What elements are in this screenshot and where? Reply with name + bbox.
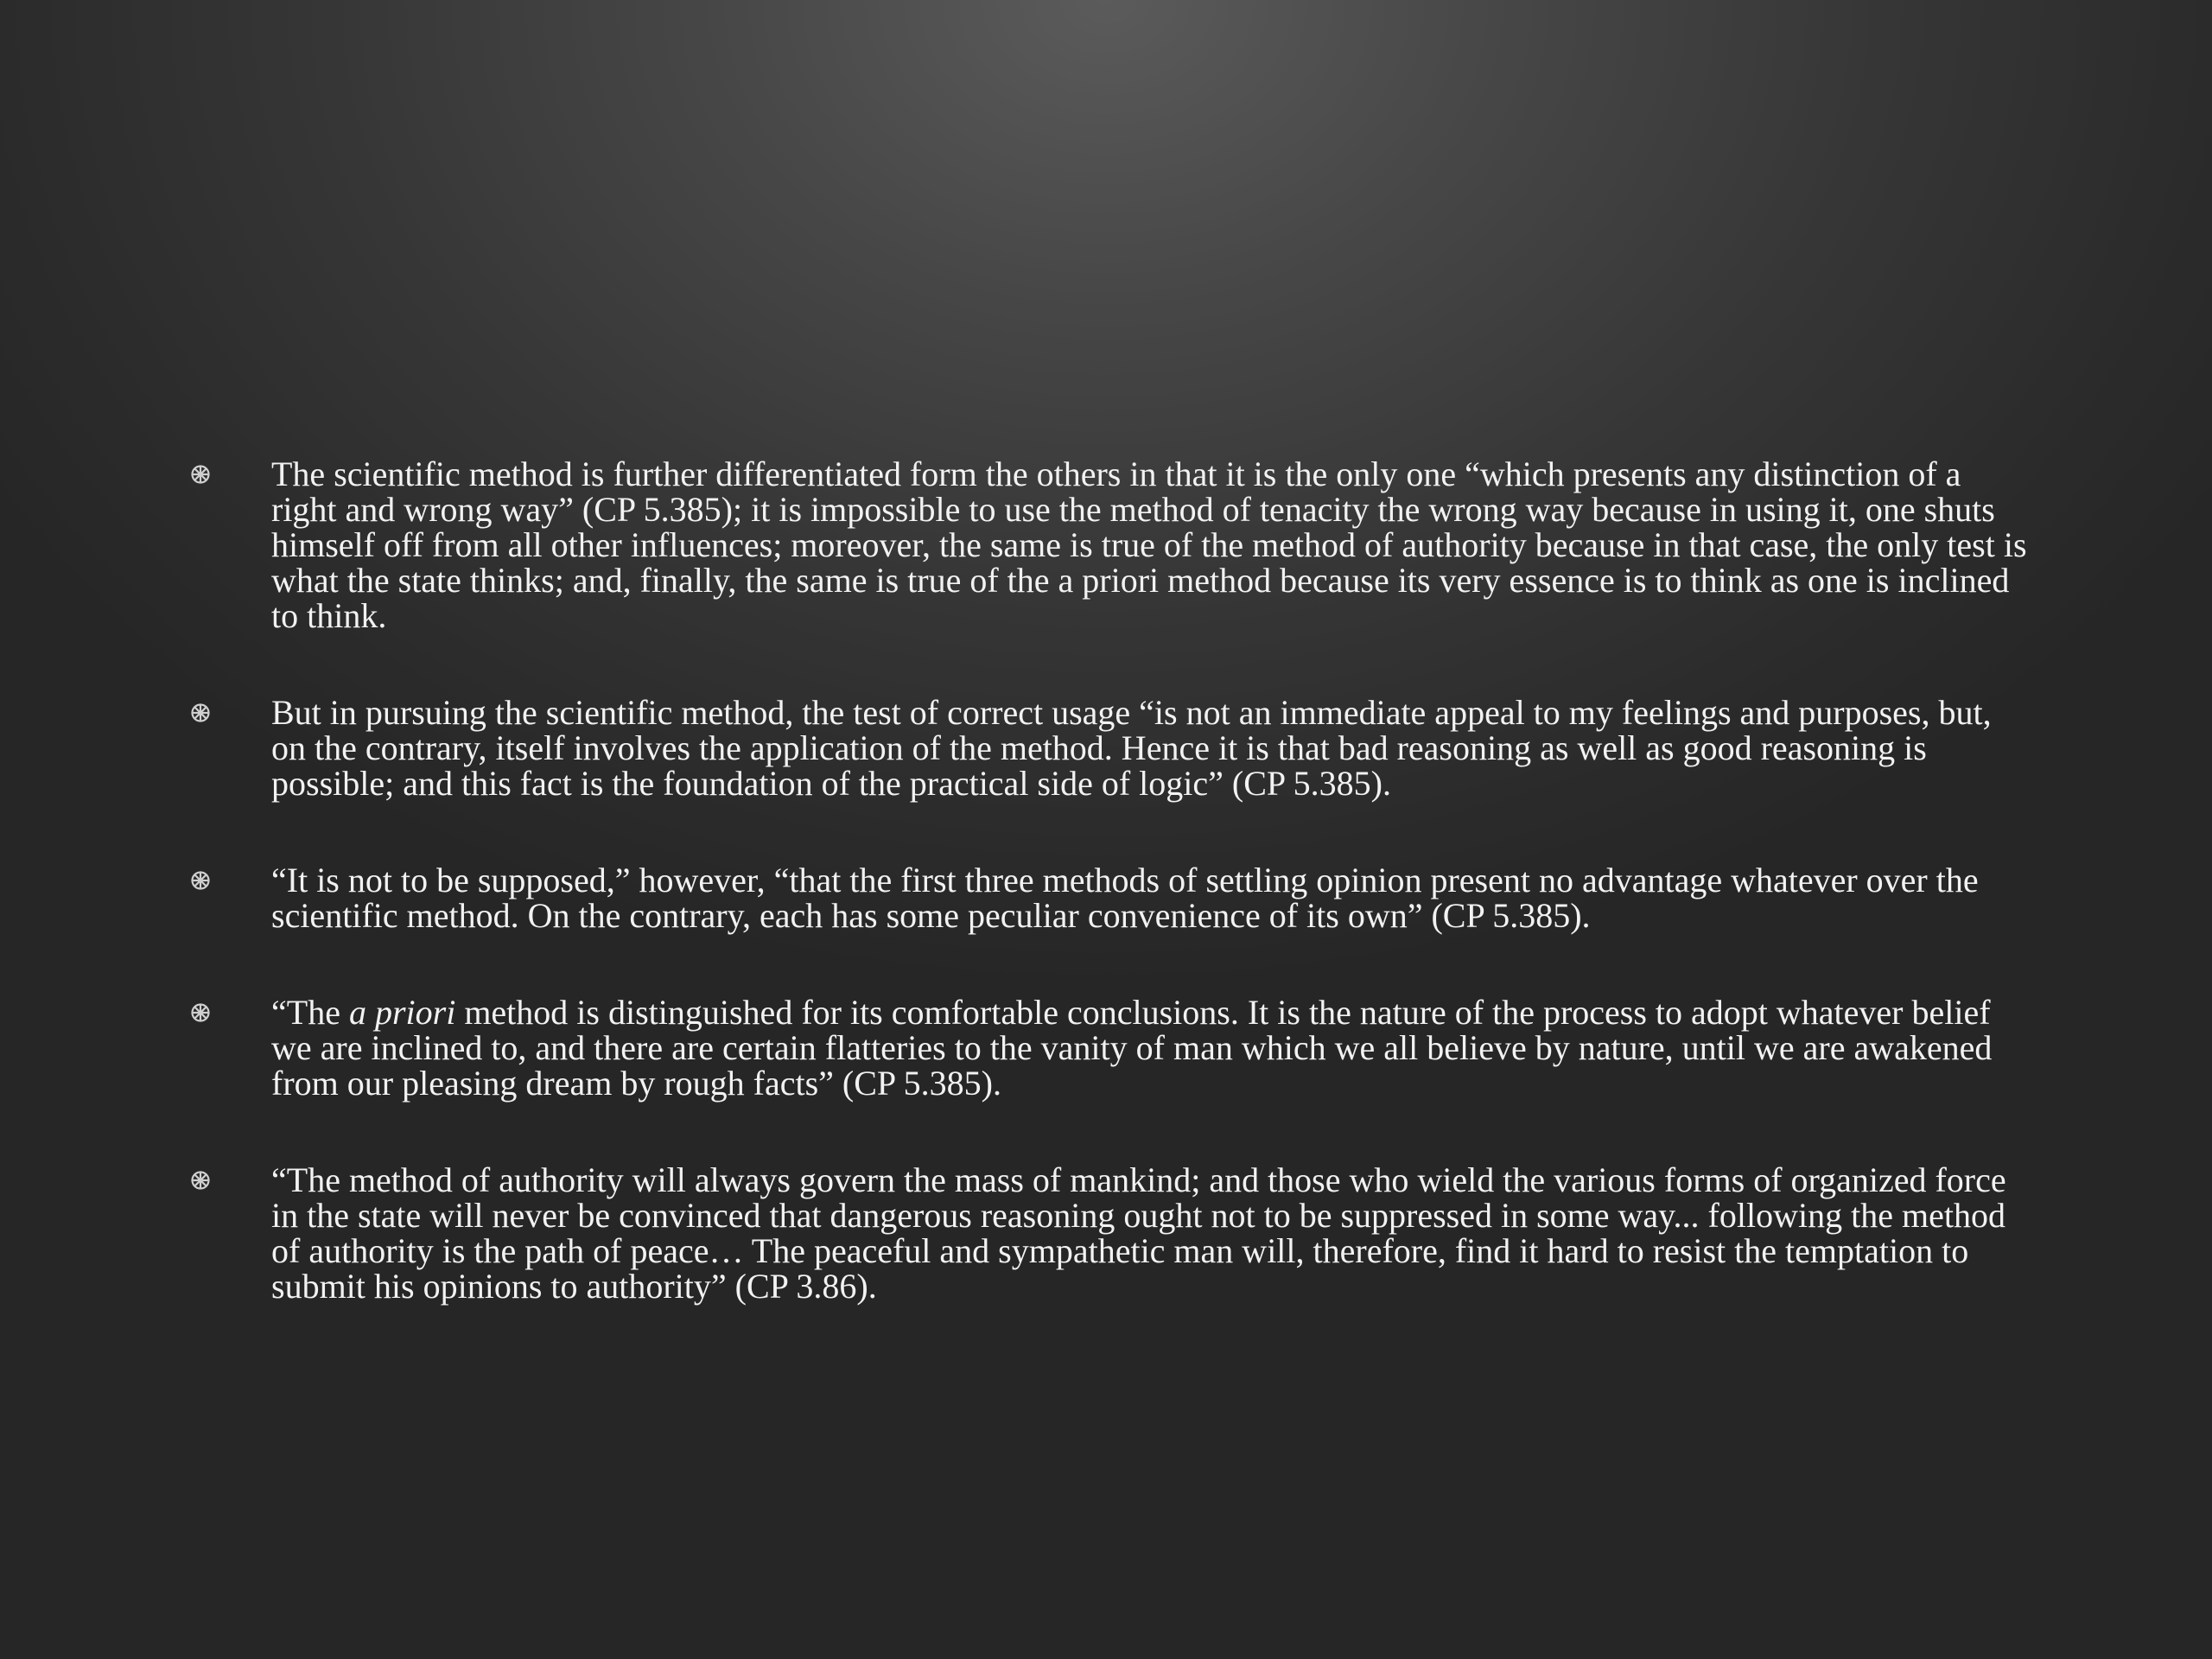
bullet-text-before: “The [271, 993, 349, 1032]
bullet-list [183, 456, 2032, 1365]
bullet-text: But in pursuing the scientific method, the test of correct usage “is not an immediate appeal to my feelings and purposes, but, on the contrary, itself involves the application of the method. Hence it is that bad reasoning as well as good reasoning is possible; and this fact is the foundation of the practical side of logic” (CP 5.385). [271, 693, 1992, 803]
flower-bullet-icon [190, 702, 211, 723]
bullet-text: “The method of authority will always govern the mass of mankind; and those who wield the various forms of organized force in the state will never be convinced that dangerous reasoning ought not to be suppressed in some way... following the method of authority is the path of peace… The peaceful and sympathetic man will, therefore, find it hard to resist the temptation to submit his opinions to authority” (CP 3.86). [271, 1160, 2006, 1306]
bullet-text-after: method is distinguished for its comfortable conclusions. It is the nature of the process to adopt whatever belief we are inclined to, and there are certain flatteries to the vanity of man which we all believe by nature, until we are awakened from our pleasing dream by rough facts” (CP 5.385). [271, 993, 1993, 1103]
flower-bullet-icon [190, 1170, 211, 1191]
bullet-item-3 [183, 862, 2032, 933]
flower-bullet-icon [190, 870, 211, 891]
bullet-text: The scientific method is further differentiated form the others in that it is the only one “which presents any distinction of a right and wrong way” (CP 5.385); it is impossible to use the method of tenacity the wrong way because in using it, one shuts himself off from all other influences; moreover, the same is true of the method of authority because in that case, the only test is what the state thinks; and, finally, the same is true of the a priori method because its very essence is to think as one is inclined to think. [271, 454, 2027, 635]
bullet-text [271, 993, 1992, 1103]
flower-bullet-icon [190, 1002, 211, 1023]
bullet-text-italic: a priori [348, 993, 456, 1032]
bullet-item-2 [183, 695, 2032, 801]
bullet-text: “It is not to be supposed,” however, “that the first three methods of settling opinion present no advantage whatever over the scientific method. On the contrary, each has some peculiar convenience of its own” (CP 5.385). [271, 861, 1979, 935]
bullet-item-1 [183, 456, 2032, 633]
bullet-item-5 [183, 1162, 2032, 1304]
bullet-item-4 [183, 995, 2032, 1101]
flower-bullet-icon [190, 464, 211, 485]
